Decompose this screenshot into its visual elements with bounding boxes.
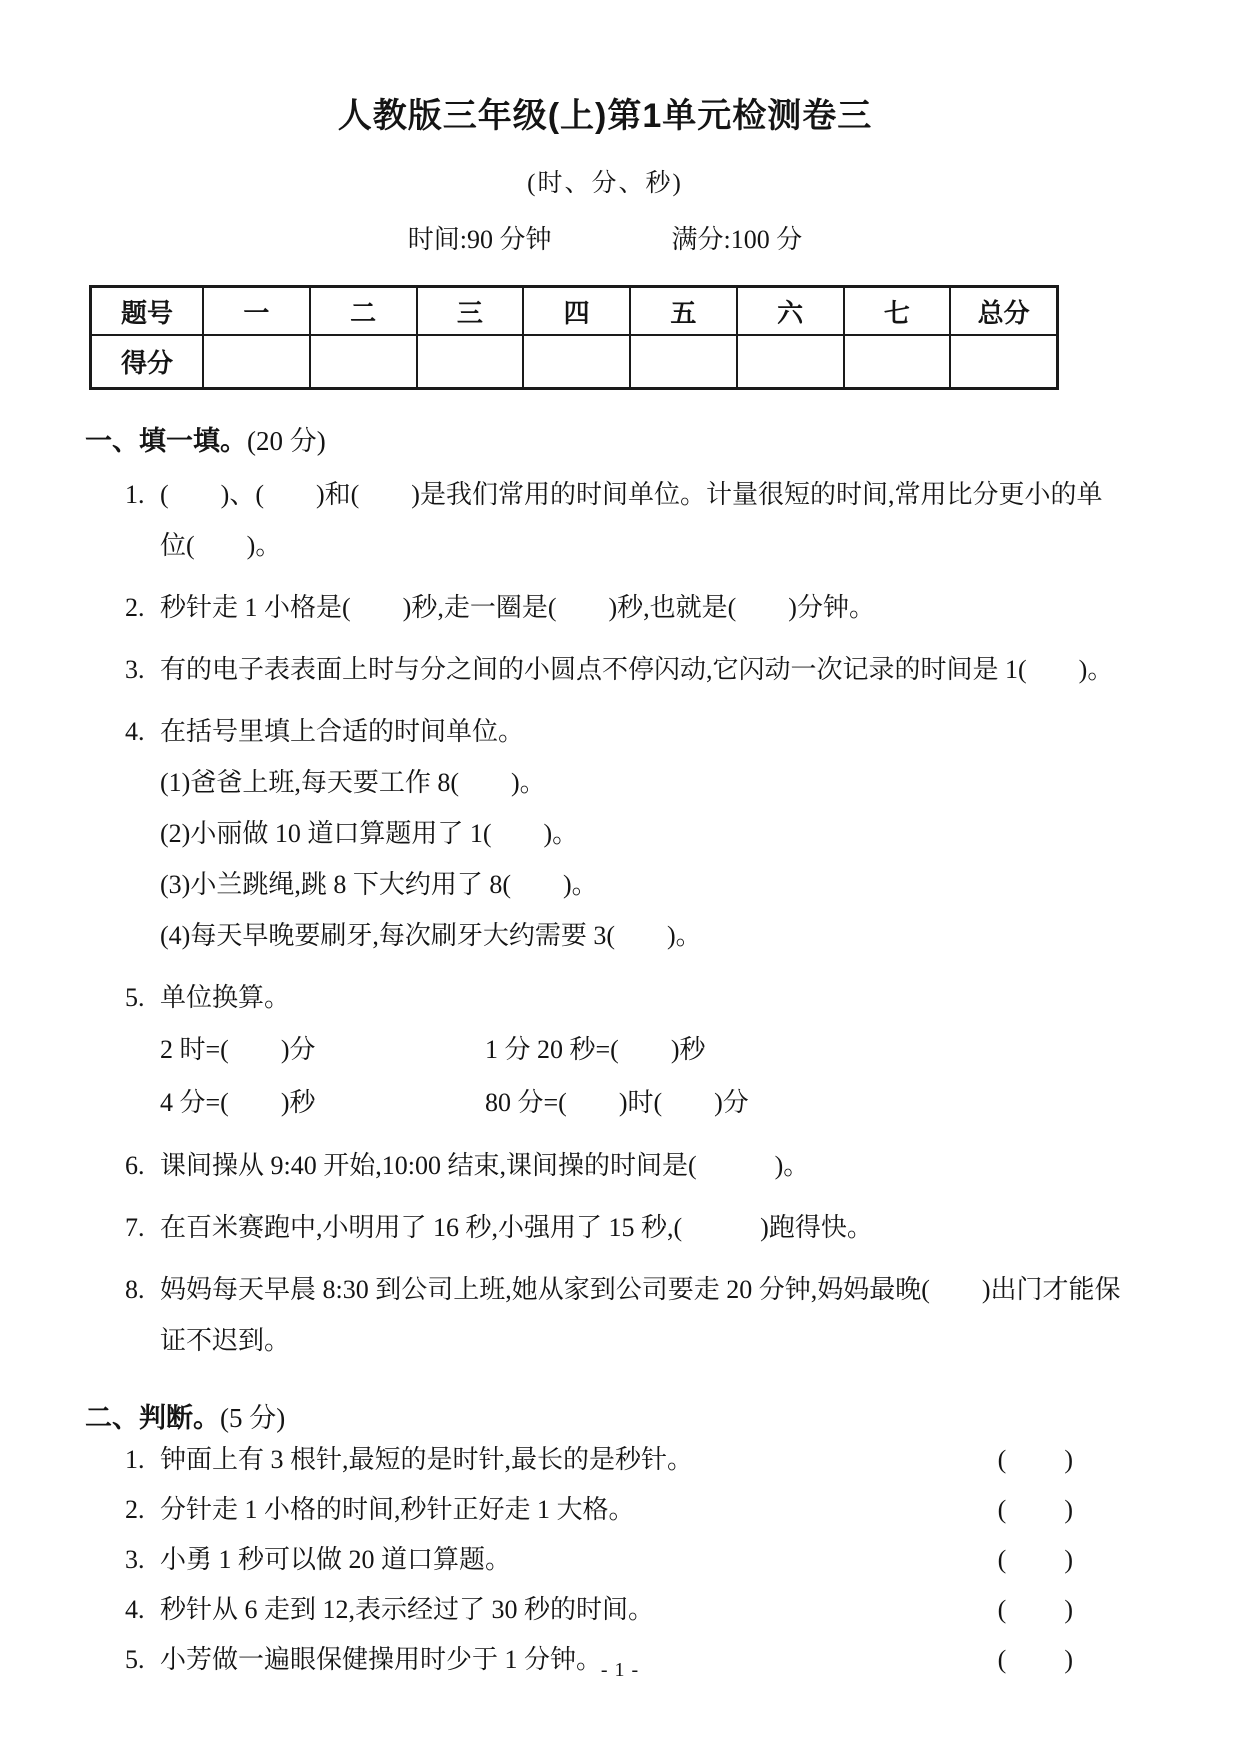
judge-question-item [85,1585,1125,1635]
section-one-heading [85,419,1125,458]
question-number: 1. [125,480,145,509]
question-item [85,1264,1125,1366]
question-item [85,469,1125,571]
section-two-heading-text: 二、判断。 [85,1403,220,1433]
question-number: 6. [125,1151,145,1180]
sub-question: (3)小兰跳绳,跳 8 下大约用了 8( )。 [160,870,598,899]
exam-subtitle: (时、分、秒) [527,170,683,197]
question-number: 4. [125,1595,145,1624]
question-text: 在百米赛跑中,小明用了 16 秒,小强用了 15 秒,( )跑得快。 [160,1213,873,1242]
answer-parentheses: ( ) [997,1495,1075,1524]
question-text: 钟面上有 3 根针,最短的是时针,最长的是秒针。 [160,1445,694,1474]
score-cell-1 [203,335,310,388]
score-table-header-row [91,287,1057,335]
question-number: 3. [125,1545,145,1574]
score-cell-5 [630,335,737,388]
question-text: 妈妈每天早晨 8:30 到公司上班,她从家到公司要走 20 分钟,妈妈最晚( )出门才能保证不迟到。 [160,1275,1121,1355]
score-table-col-7: 七 [844,287,951,335]
sub-question: (4)每天早晚要刷牙,每次刷牙大约需要 3( )。 [160,921,702,950]
question-item [85,582,1125,633]
question-text: 秒针走 1 小格是( )秒,走一圈是( )秒,也就是( )分钟。 [160,593,875,622]
question-number: 7. [125,1213,145,1242]
score-cell-7 [844,335,951,388]
conversion-blank: 80 分=( )时( )分 [485,1088,749,1117]
score-table-col-3: 三 [417,287,524,335]
score-table-score-row [91,335,1057,388]
conversion-blank: 1 分 20 秒=( )秒 [485,1035,706,1064]
question-text: 在括号里填上合适的时间单位。 [160,717,525,746]
score-cell-4 [523,335,630,388]
score-cell-6 [737,335,844,388]
question-text: 小芳做一遍眼保健操用时少于 1 分钟。 [160,1645,603,1674]
question-number: 2. [125,593,145,622]
conversion-blank: 2 时=( )分 [160,1035,316,1064]
answer-parentheses: ( ) [997,1545,1075,1574]
score-table [90,286,1058,389]
section-two-heading-score: (5 分) [220,1403,286,1433]
question-item [85,644,1125,695]
question-item [85,706,1125,961]
judge-question-item [85,1535,1125,1585]
exam-full-score: 满分:100 分 [671,225,803,254]
score-table-col-2: 二 [310,287,417,335]
question-number: 3. [125,655,145,684]
score-table-col-5: 五 [630,287,737,335]
score-table-col-total: 总分 [950,287,1057,335]
question-text: 单位换算。 [160,983,291,1012]
judge-question-item [85,1485,1125,1535]
question-item [85,972,1125,1129]
question-number: 5. [125,1645,145,1674]
answer-parentheses: ( ) [997,1645,1075,1674]
sub-question: (1)爸爸上班,每天要工作 8( )。 [160,768,546,797]
section-two-heading [85,1396,1125,1435]
question-item [85,1202,1125,1253]
conversion-blank: 4 分=( )秒 [160,1088,316,1117]
question-text: 有的电子表表面上时与分之间的小圆点不停闪动,它闪动一次记录的时间是 1( )。 [160,655,1114,684]
judge-question-item [85,1435,1125,1485]
question-number-label: 题号 [91,287,203,335]
page-number: - 1 - [600,1659,640,1681]
question-text: ( )、( )和( )是我们常用的时间单位。计量很短的时间,常用比分更小的单位( )。 [160,480,1103,560]
unit-conversion-grid [160,1023,1125,1129]
score-table-col-4: 四 [523,287,630,335]
score-cell-2 [310,335,417,388]
question-number: 1. [125,1445,145,1474]
score-label: 得分 [91,335,203,388]
page-title: 人教版三年级(上)第1单元检测卷三 [337,97,873,135]
question-number: 4. [125,717,145,746]
score-table-col-1: 一 [203,287,310,335]
question-number: 5. [125,983,145,1012]
exam-meta-row [85,219,1125,256]
question-item [85,1140,1125,1191]
score-table-col-6: 六 [737,287,844,335]
section-one-heading-text: 一、填一填。 [85,426,247,456]
answer-parentheses: ( ) [997,1445,1075,1474]
sub-question: (2)小丽做 10 道口算题用了 1( )。 [160,819,579,848]
question-text: 分针走 1 小格的时间,秒针正好走 1 大格。 [160,1495,635,1524]
question-number: 8. [125,1275,145,1304]
question-text: 秒针从 6 走到 12,表示经过了 30 秒的时间。 [160,1595,655,1624]
answer-parentheses: ( ) [997,1595,1075,1624]
question-text: 课间操从 9:40 开始,10:00 结束,课间操的时间是( )。 [160,1151,810,1180]
section-one-heading-score: (20 分) [247,426,326,456]
section-two [85,1396,1125,1685]
question-number: 2. [125,1495,145,1524]
question-text: 小勇 1 秒可以做 20 道口算题。 [160,1545,512,1574]
score-cell-3 [417,335,524,388]
exam-duration: 时间:90 分钟 [407,225,552,254]
score-cell-total [950,335,1057,388]
